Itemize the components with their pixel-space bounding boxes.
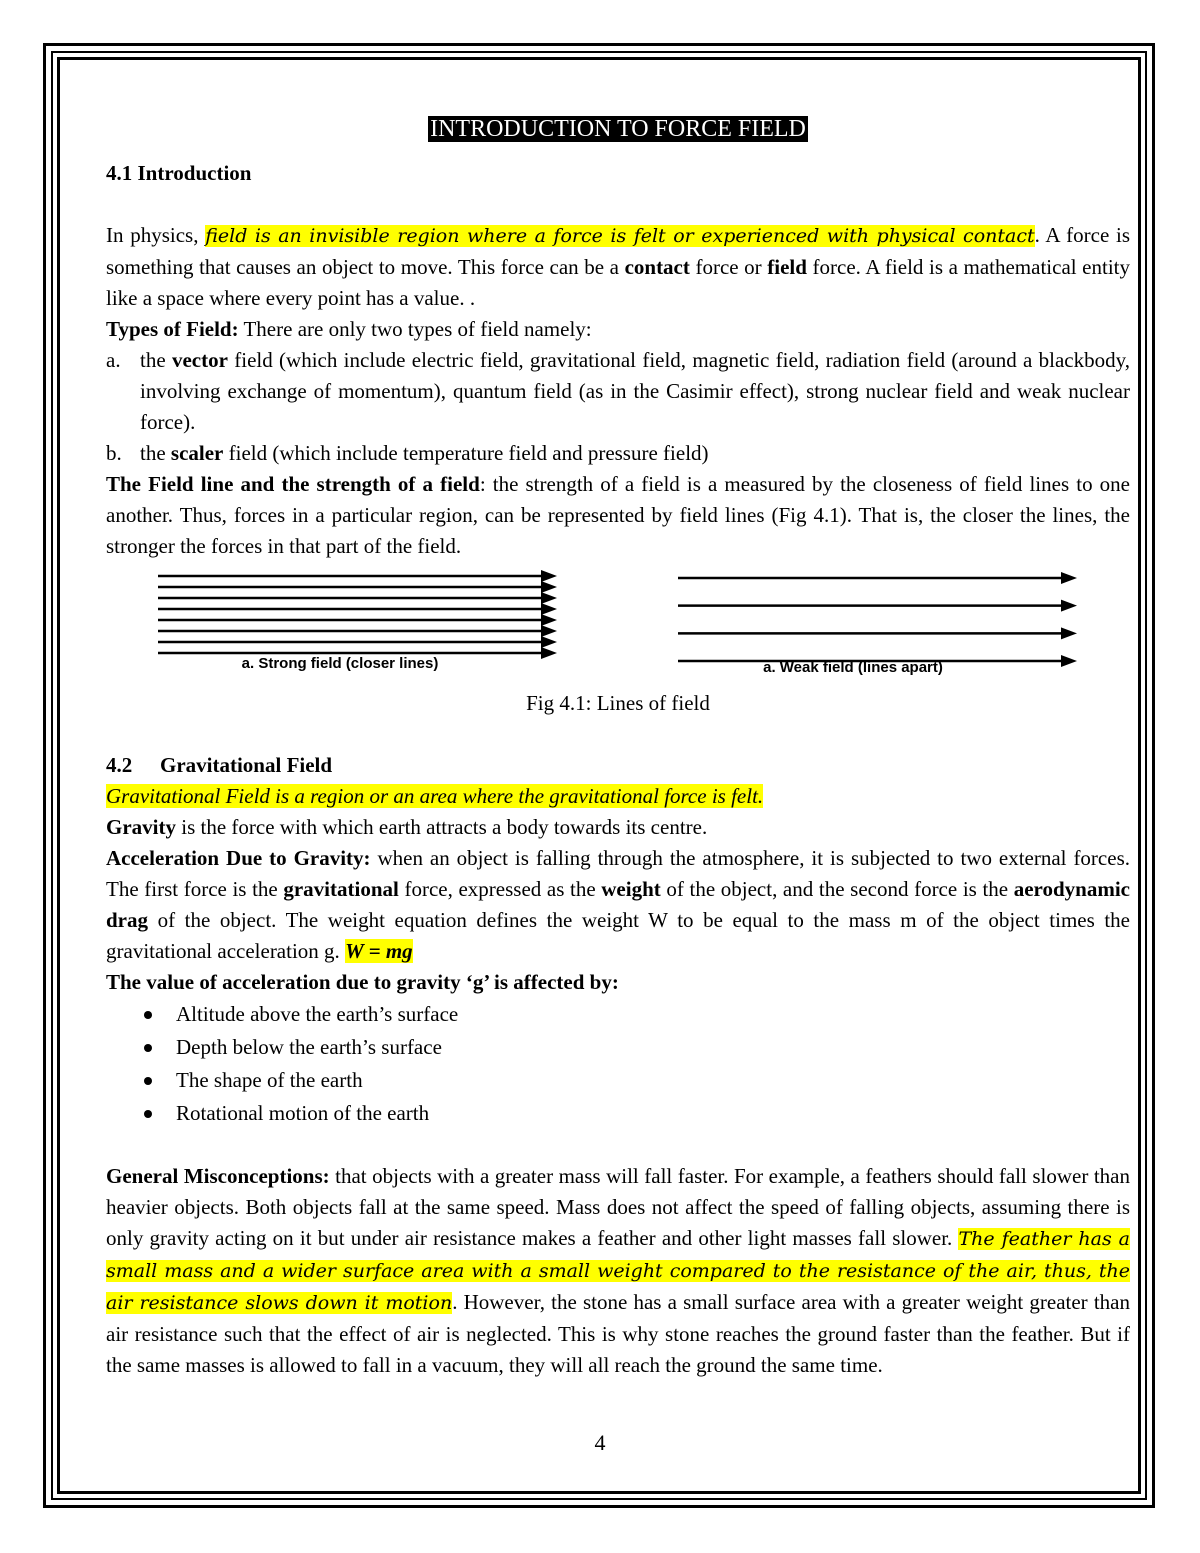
arrowhead-icon: [541, 647, 557, 659]
affected-by-label: The value of acceleration due to gravity ‘g’ is affected by:: [106, 970, 619, 994]
vector-pre: the: [140, 348, 172, 372]
page-number: 4: [594, 1430, 606, 1455]
bullet-icon: [144, 1077, 152, 1085]
field-types-list: [106, 345, 1130, 469]
arrowhead-icon: [541, 570, 557, 582]
section-4-1-heading: 4.1 Introduction: [106, 161, 252, 185]
acceleration-label: Acceleration Due to Gravity:: [106, 846, 371, 870]
misconceptions-text-a: that objects with a greater mass will fall faster. For example, a feathers should fall slower than heavier objects. Both objects fall at the same speed. Mass does not affect the speed of falling objects, assuming there is only gravity acting on it but under air resistance makes a feather and other light masses fall slower.: [106, 1164, 1130, 1250]
list-item: [106, 998, 1130, 1031]
vector-text: field (which include electric field, gravitational field, magnetic field, radiation field (around a blackbody, involving exchange of momentum), quantum field (as in the Casimir effect), strong nuclear field and weak nuclear force).: [140, 348, 1131, 434]
intro-paragraph: [106, 220, 1130, 314]
arrowhead-icon: [541, 592, 557, 604]
field-lines-diagram: [0, 566, 1200, 690]
field-line-text: : the strength of a field is a measured by the closeness of field lines to one another. Thus, forces in a particular region, can be represented by field lines (Fig 4.1). That is, the closer the lines, the stronger the forces in that part of the field.: [106, 472, 1130, 558]
scaler-pre: the: [140, 441, 171, 465]
document-body: [106, 112, 1130, 1381]
bullet-text: Depth below the earth’s surface: [176, 1035, 442, 1059]
strong-field-label: a. Strong field (closer lines): [241, 655, 439, 672]
bullet-icon: [144, 1110, 152, 1118]
weight-term: weight: [601, 877, 661, 901]
arrowhead-icon: [541, 614, 557, 626]
arrowhead-icon: [1061, 627, 1077, 639]
bullet-text: Altitude above the earth’s surface: [176, 1002, 459, 1026]
gravitational-field-definition: [106, 781, 1130, 812]
acceleration-text-d: of the object. The weight equation defines the weight W to be equal to the mass m of the object times the gravitational acceleration g.: [106, 908, 1130, 963]
list-item-vector: [106, 345, 1130, 438]
section-4-2-number: 4.2: [106, 753, 133, 777]
list-item-scaler: [106, 438, 1130, 469]
field-term: field: [767, 255, 807, 279]
list-item: [106, 1031, 1130, 1064]
list-label-b: b.: [106, 441, 122, 465]
misconceptions-label: General Misconceptions:: [106, 1164, 330, 1188]
types-label: Types of Field:: [106, 317, 239, 341]
intro-text-a: In physics,: [106, 223, 206, 247]
types-of-field: [106, 314, 1130, 345]
weight-formula: W = mg: [345, 939, 413, 963]
list-label-a: a.: [106, 348, 121, 372]
intro-text-c: force or: [689, 255, 768, 279]
gravity-term: Gravity: [106, 815, 176, 839]
gravitational-definition-highlight: Gravitational Field is a region or an area where the gravitational force is felt.: [106, 784, 764, 808]
arrowhead-icon: [541, 636, 557, 648]
list-item: [106, 1064, 1130, 1097]
gravitational-term: gravitational: [283, 877, 399, 901]
field-lines-figure: [106, 566, 1130, 690]
spacer: [106, 1130, 1130, 1161]
arrowhead-icon: [541, 603, 557, 615]
vector-term: vector: [171, 348, 228, 372]
misconceptions-paragraph: [106, 1161, 1130, 1381]
affected-by-heading: [106, 967, 1130, 998]
field-line-label: The Field line and the strength of a field: [106, 472, 480, 496]
types-text: There are only two types of field namely:: [238, 317, 592, 341]
arrowhead-icon: [541, 625, 557, 637]
section-4-2-title: Gravitational Field: [160, 753, 333, 777]
misconceptions-text-b: . However, the stone has a small surface area with a greater weight greater than air resistance such that the effect of air is neglected. This is why stone reaches the ground faster than the feather. But if the same masses is allowed to fall in a vacuum, they will all reach the ground the same time.: [106, 1290, 1130, 1377]
contact-term: contact: [624, 255, 690, 279]
arrowhead-icon: [1061, 655, 1077, 667]
bullet-icon: [144, 1044, 152, 1052]
weak-field-lines: [678, 572, 1077, 667]
scaler-term: scaler: [170, 441, 224, 465]
intro-text-d: force. A field is a mathematical entity like a space where every point has a value. .: [106, 255, 1131, 310]
acceleration-text-a: when an object is falling through the atmosphere, it is subjected to two external forces. The first force is the: [106, 846, 1130, 901]
intro-text-b: . A force is something that causes an object to move. This force can be a: [106, 223, 1131, 279]
bullet-text: Rotational motion of the earth: [176, 1101, 430, 1125]
gravity-text: is the force with which earth attracts a body towards its centre.: [175, 815, 708, 839]
field-definition-highlight: field is an invisible region where a force is felt or experienced with physical contact: [205, 225, 1035, 247]
gravity-paragraph: [106, 812, 1130, 843]
page-title: INTRODUCTION TO FORCE FIELD: [430, 116, 806, 142]
strong-field-lines: [158, 570, 557, 659]
bullet-icon: [144, 1011, 152, 1019]
scaler-text: field (which include temperature field and pressure field): [223, 441, 709, 465]
arrowhead-icon: [541, 581, 557, 593]
title-wrap: [106, 112, 1130, 146]
acceleration-text-c: of the object, and the second force is the: [660, 877, 1014, 901]
acceleration-text-b: force, expressed as the: [398, 877, 602, 901]
figure-caption: Fig 4.1: Lines of field: [526, 691, 710, 715]
bullet-text: The shape of the earth: [176, 1068, 363, 1092]
arrowhead-icon: [1061, 600, 1077, 612]
field-line-paragraph: [106, 469, 1130, 562]
section-4-2-heading: [106, 750, 1130, 781]
list-item: [106, 1097, 1130, 1130]
weak-field-label: a. Weak field (lines apart): [763, 659, 943, 676]
drag-term: aerodynamic drag: [106, 877, 1130, 932]
arrowhead-icon: [1061, 572, 1077, 584]
feather-highlight: The feather has a small mass and a wider surface area with a small weight compared to the resistance of the air, thus, the air resistance slows down it motion: [106, 1228, 1131, 1314]
gravity-factors-list: [106, 998, 1130, 1130]
acceleration-paragraph: [106, 843, 1130, 967]
